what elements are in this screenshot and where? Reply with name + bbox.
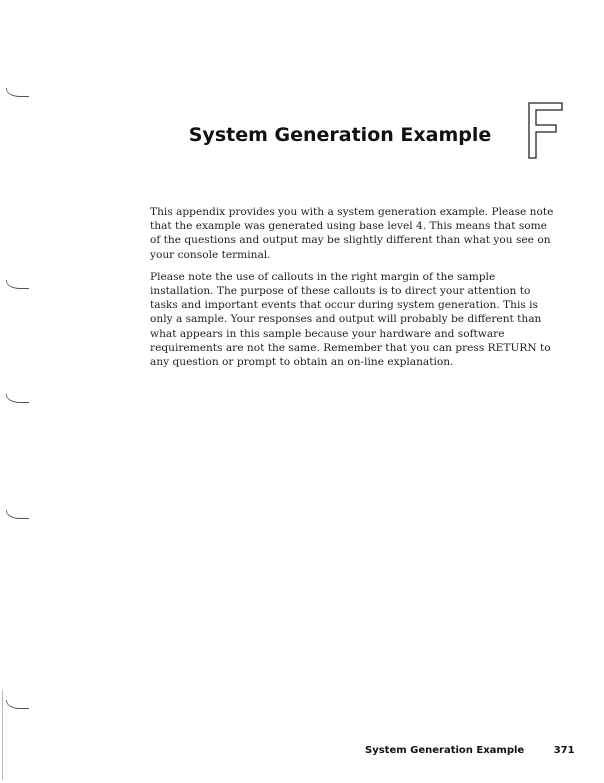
- page-title: System Generation Example: [188, 124, 492, 146]
- punch-mark: [6, 88, 29, 97]
- left-margin-rule: [2, 690, 3, 780]
- page-number: 371: [553, 745, 575, 756]
- punch-mark: [6, 280, 29, 289]
- callouts-paragraph: Please note the use of callouts in the right margin of the sample installation. The purpose of these callouts is to direct your attention to tasks and important events that occur during system generation. This is only a sample. Your responses and output will probably be different than what appears in this sample because your hardware and software requirements are not the same. Remember that you can press RETURN to any question or prompt to obtain an on-line explanation.: [150, 270, 551, 369]
- appendix-letter-f: [526, 100, 566, 162]
- page-footer: [365, 745, 575, 756]
- punch-mark: [6, 700, 29, 709]
- intro-paragraph: This appendix provides you with a system generation example. Please note that the example was generated using base level 4. This means that some of the questions and output may be slightly different than what you see on your console terminal.: [150, 206, 554, 261]
- punch-mark: [6, 394, 29, 403]
- footer-running-title: System Generation Example: [365, 745, 525, 756]
- appendix-intro: [150, 205, 560, 377]
- punch-mark: [6, 510, 29, 519]
